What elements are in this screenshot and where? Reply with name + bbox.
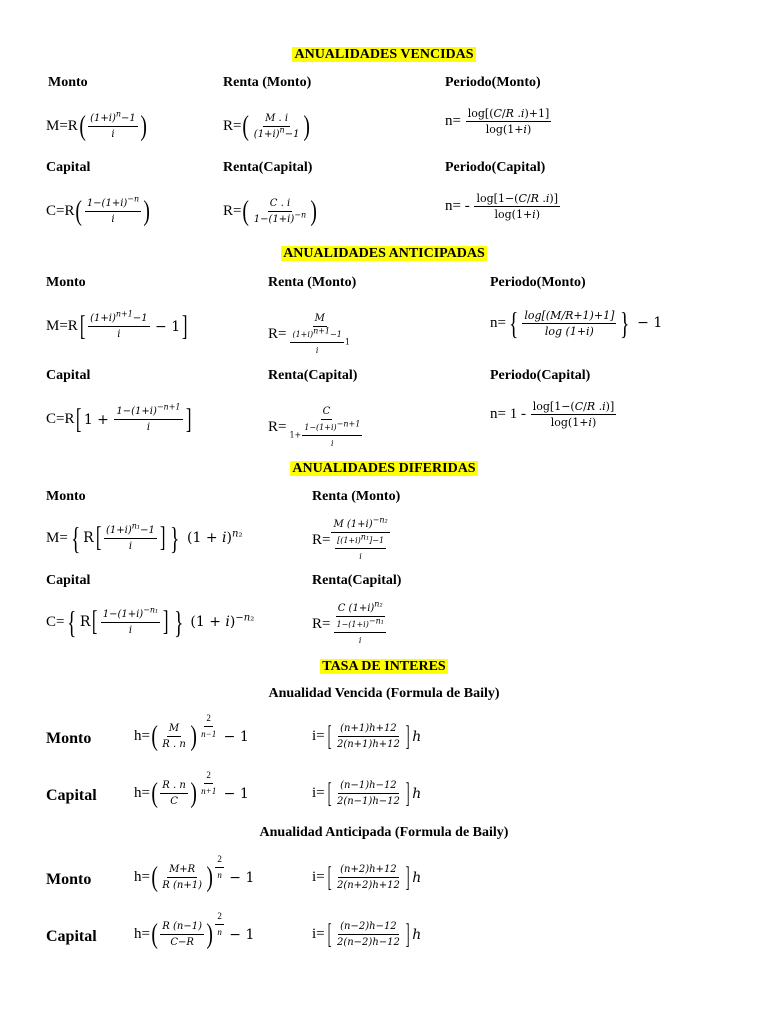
formula-d-monto: M= { R [ $\frac{(1+i)^{n_1}-1}{i}$ ] } $(1 + i)^{n_2}$: [46, 520, 243, 556]
formula-v-periodo-monto: n= $\frac{\log[(C/R .i)+1]}{\log(1+i)}$: [445, 107, 550, 136]
formula-v-monto: M=R ( $\frac{(1+i)^n-1}{i}$ ): [46, 109, 147, 142]
formula-t-v-monto-i: i= [ $\frac{(n+1)h+12}{2(n+1)h+12}$ ] h: [312, 720, 422, 752]
section-title-diferidas: ANUALIDADES DIFERIDAS: [292, 461, 476, 476]
label-periodo-capital: Periodo(Capital): [490, 368, 591, 383]
formula-a-periodo-monto: n= { $\frac{\log[(M/R+1)+1]}{\log (1+i)}$ } − 1: [490, 305, 663, 341]
formula-v-capital: C=R ( $\frac{1-(1+i)^{-n}}{i}$ ): [46, 194, 151, 227]
label-periodo-capital: Periodo(Capital): [445, 160, 546, 175]
formula-t-a-capital-i: i= [ $\frac{(n-2)h-12}{2(n-2)h-12}$ ] h: [312, 918, 422, 950]
label-renta-monto: Renta (Monto): [268, 275, 357, 290]
label-renta-capital: Renta(Capital): [223, 160, 313, 175]
formula-v-renta-monto: R= ( $\frac{M . i}{(1+i)^n-1}$ ): [223, 110, 311, 142]
formula-t-v-monto-h: h= ( $\frac{M}{R . n}$ ) $^{\frac{2}{n-1}}$ − 1: [134, 713, 249, 752]
label-monto: Monto: [46, 489, 86, 504]
formula-t-v-capital-i: i= [ $\frac{(n-1)h-12}{2(n-1)h-12}$ ] h: [312, 777, 422, 809]
label-renta-capital: Renta(Capital): [312, 573, 402, 588]
formula-d-renta-capital: R= $\frac{C (1+i)^{n_2}}{\frac{1-(1+i)^{-n_1}}{i}}$: [312, 599, 384, 645]
formula-t-a-monto-i: i= [ $\frac{(n+2)h+12}{2(n+2)h+12}$ ] h: [312, 861, 422, 893]
label-renta-monto: Renta (Monto): [223, 75, 312, 90]
formula-t-a-capital-h: h= ( $\frac{R (n-1)}{C-R}$ ) $^{\frac{2}{n}}$ − 1: [134, 911, 255, 950]
formula-d-renta-monto: R= $\frac{M (1+i)^{-n_2}}{\frac{[(1+i)^{n_1}]-1}{i}}$: [312, 515, 388, 561]
subtitle-baily-anticipada: Anualidad Anticipada (Formula de Baily): [259, 825, 509, 840]
section-title-anticipadas: ANUALIDADES ANTICIPADAS: [283, 246, 485, 261]
label-monto: Monto: [48, 75, 88, 90]
formula-a-renta-capital: R= C 1+ $\frac{1-(1+i)^{-n+1}}{i}$: [268, 406, 361, 448]
formula-t-v-capital-h: h= ( $\frac{R . n}{C}$ ) $^{\frac{2}{n+1}}$ − 1: [134, 770, 249, 809]
label-monto: Monto: [46, 871, 92, 888]
formula-a-capital: C=R [ 1 + $\frac{1-(1+i)^{-n+1}}{i}$ ]: [46, 402, 191, 435]
label-renta-monto: Renta (Monto): [312, 489, 401, 504]
formula-t-a-monto-h: h= ( $\frac{M+R}{R (n+1)}$ ) $^{\frac{2}{n}}$ − 1: [134, 854, 255, 893]
label-capital: Capital: [46, 160, 91, 175]
section-title-tasa: TASA DE INTERES: [322, 659, 446, 674]
formula-d-capital: C= { R [ $\frac{1-(1+i)^{-n_1}}{i}$ ] } $(1 + i)^{-n_2}$: [46, 604, 255, 640]
label-capital: Capital: [46, 928, 97, 945]
label-capital: Capital: [46, 787, 97, 804]
label-periodo-monto: Periodo(Monto): [490, 275, 586, 290]
formula-v-periodo-capital: n= - $\frac{\log[1-(C/R .i)]}{\log(1+i)}$: [445, 192, 559, 221]
formula-a-renta-monto: R= M $\frac{(1+i)^{n+1}-1}{i}$ 1: [268, 313, 350, 355]
label-monto: Monto: [46, 275, 86, 290]
subtitle-baily-vencida: Anualidad Vencida (Formula de Baily): [268, 686, 500, 701]
formula-a-monto: M=R [ $\frac{(1+i)^{n+1}-1}{i}$ − 1 ]: [46, 309, 188, 342]
formula-v-renta-capital: R= ( $\frac{C . i}{1-(1+i)^{-n}}$ ): [223, 195, 318, 227]
label-monto: Monto: [46, 730, 92, 747]
formula-a-periodo-capital: n= 1 - $\frac{\log[1-(C/R .i)]}{\log(1+i)}$: [490, 400, 615, 429]
label-capital: Capital: [46, 368, 91, 383]
label-periodo-monto: Periodo(Monto): [445, 75, 541, 90]
label-renta-capital: Renta(Capital): [268, 368, 358, 383]
section-title-vencidas: ANUALIDADES VENCIDAS: [294, 47, 474, 62]
label-capital: Capital: [46, 573, 91, 588]
